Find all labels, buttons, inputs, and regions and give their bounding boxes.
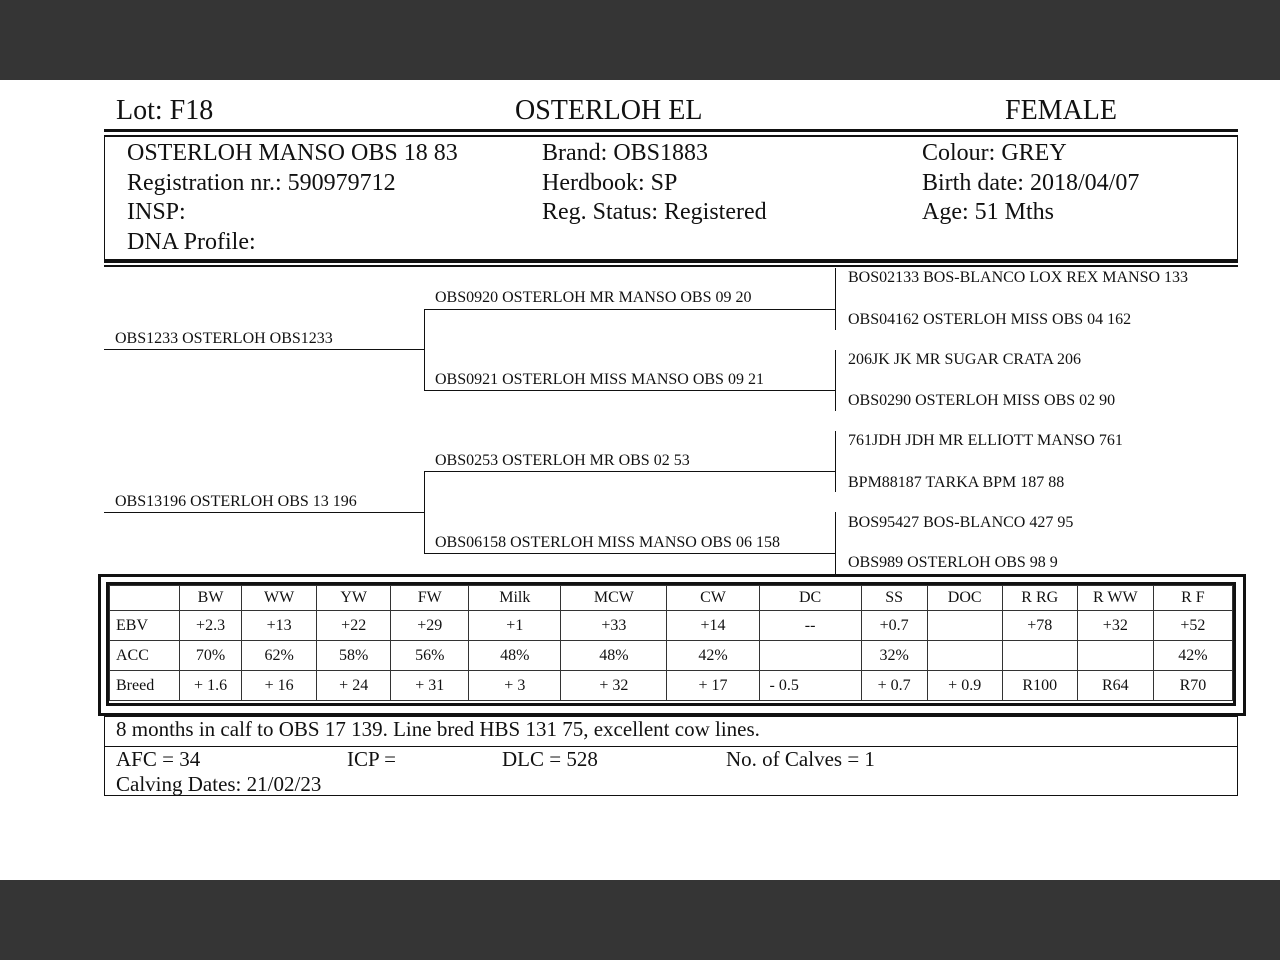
ebv-cell: +2.3 [180,611,242,641]
dna-profile-label: DNA Profile: [127,229,256,255]
ebv-header-cell: BW [180,586,242,611]
dam-dam-line [424,553,835,554]
registration-number: Registration nr.: 590979712 [127,170,396,196]
ebv-cell: +52 [1153,611,1232,641]
header-rule-thin [104,135,1238,137]
ebv-cell: + 32 [561,671,667,701]
details-right-border [1237,137,1238,260]
calves-count: No. of Calves = 1 [726,747,875,771]
ebv-cell: + 0.7 [861,671,927,701]
ebv-header-cell: R F [1153,586,1232,611]
ebv-row-ebv [110,611,1233,641]
ebv-header-cell: R WW [1077,586,1153,611]
top-frame-bar [0,0,1280,80]
ebv-header-cell: YW [317,586,391,611]
ebv-row-breed [110,671,1233,701]
ebv-cell: R64 [1077,671,1153,701]
gp2-bracket [835,350,836,411]
ebv-cell: + 1.6 [180,671,242,701]
ebv-cell: R70 [1153,671,1232,701]
dam-bracket [424,471,425,553]
ebv-cell: +13 [242,611,317,641]
ebv-header-cell: MCW [561,586,667,611]
ebv-row-label: Breed [110,671,180,701]
ebv-row-acc [110,641,1233,671]
gp4-bracket [835,512,836,574]
animal-sex: FEMALE [1005,95,1117,126]
notes-comment: 8 months in calf to OBS 17 139. Line bred HBS 131 75, excellent cow lines. [116,717,760,741]
colour: Colour: GREY [922,140,1067,166]
ebv-cell: + 0.9 [927,671,1002,701]
ebv-row-label: ACC [110,641,180,671]
gp1-bracket [835,268,836,330]
gp3-bracket [835,431,836,492]
ebv-cell: 42% [1153,641,1232,671]
ebv-cell: 48% [469,641,561,671]
ebv-cell: 32% [861,641,927,671]
ebv-cell: + 31 [391,671,469,701]
ggp-8: OBS989 OSTERLOH OBS 98 9 [848,554,1058,571]
ebv-cell: 70% [180,641,242,671]
ebv-header-cell: SS [861,586,927,611]
ebv-cell: - 0.5 [759,671,861,701]
ebv-cell [759,641,861,671]
pedigree-sire: OBS1233 OSTERLOH OBS1233 [115,330,333,347]
registration-status: Reg. Status: Registered [542,199,767,225]
insp-label: INSP: [127,199,186,225]
pedigree-sire-sire: OBS0920 OSTERLOH MR MANSO OBS 09 20 [435,289,752,306]
ebv-header-cell: Milk [469,586,561,611]
ebv-cell: + 17 [667,671,759,701]
pedigree-dam-sire: OBS0253 OSTERLOH MR OBS 02 53 [435,452,690,469]
header-rule-thick [104,129,1238,132]
birth-date: Birth date: 2018/04/07 [922,170,1140,196]
ebv-cell: 62% [242,641,317,671]
herdbook: Herdbook: SP [542,170,678,196]
animal-name: OSTERLOH EL [515,95,703,126]
ebv-header-row [110,586,1233,611]
age: Age: 51 Mths [922,199,1054,225]
full-name: OSTERLOH MANSO OBS 18 83 [127,140,458,166]
ebv-cell: +78 [1002,611,1077,641]
sire-line [104,349,424,350]
ebv-cell: + 16 [242,671,317,701]
pedigree-dam-dam: OBS06158 OSTERLOH MISS MANSO OBS 06 158 [435,534,780,551]
ebv-cell: +0.7 [861,611,927,641]
ebv-cell: +22 [317,611,391,641]
dlc-value: DLC = 528 [502,747,598,771]
ebv-cell: 58% [317,641,391,671]
ebv-cell: R100 [1002,671,1077,701]
ebv-cell [1002,641,1077,671]
ggp-7: BOS95427 BOS-BLANCO 427 95 [848,514,1074,531]
bottom-frame-bar [0,880,1280,960]
sire-bracket [424,309,425,390]
ebv-header-cell: R RG [1002,586,1077,611]
ebv-cell: + 3 [469,671,561,701]
dam-line [104,512,424,513]
ebv-header-cell: DC [759,586,861,611]
ggp-2: OBS04162 OSTERLOH MISS OBS 04 162 [848,311,1132,328]
notes-separator [105,746,1237,747]
dam-sire-line [424,471,835,472]
ebv-header-cell: WW [242,586,317,611]
ggp-5: 761JDH JDH MR ELLIOTT MANSO 761 [848,432,1123,449]
ggp-6: BPM88187 TARKA BPM 187 88 [848,474,1065,491]
sire-sire-line [424,309,835,310]
ebv-cell [1077,641,1153,671]
sire-dam-line [424,390,835,391]
ebv-header-cell: FW [391,586,469,611]
ebv-row-label: EBV [110,611,180,641]
ggp-3: 206JK JK MR SUGAR CRATA 206 [848,351,1081,368]
ggp-1: BOS02133 BOS-BLANCO LOX REX MANSO 133 [848,269,1189,286]
pedigree-dam: OBS13196 OSTERLOH OBS 13 196 [115,493,357,510]
ggp-4: OBS0290 OSTERLOH MISS OBS 02 90 [848,392,1116,409]
ebv-cell: +29 [391,611,469,641]
ebv-cell [927,641,1002,671]
ebv-header-cell: DOC [927,586,1002,611]
details-rule-thick [104,259,1238,263]
brand: Brand: OBS1883 [542,140,709,166]
details-left-border [104,137,105,260]
ebv-table [109,585,1233,701]
ebv-cell: 42% [667,641,759,671]
ebv-cell: +32 [1077,611,1153,641]
calving-dates: Calving Dates: 21/02/23 [116,772,322,796]
afc-value: AFC = 34 [116,747,201,771]
ebv-cell [927,611,1002,641]
ebv-cell: + 24 [317,671,391,701]
ebv-cell: 48% [561,641,667,671]
ebv-cell: +1 [469,611,561,641]
lot-number: Lot: F18 [116,95,214,126]
ebv-cell: +33 [561,611,667,641]
ebv-cell: +14 [667,611,759,641]
ebv-header-cell [110,586,180,611]
icp-value: ICP = [347,747,396,771]
pedigree-sire-dam: OBS0921 OSTERLOH MISS MANSO OBS 09 21 [435,371,764,388]
ebv-cell: -- [759,611,861,641]
ebv-cell: 56% [391,641,469,671]
ebv-header-cell: CW [667,586,759,611]
details-rule-thin [104,265,1238,267]
